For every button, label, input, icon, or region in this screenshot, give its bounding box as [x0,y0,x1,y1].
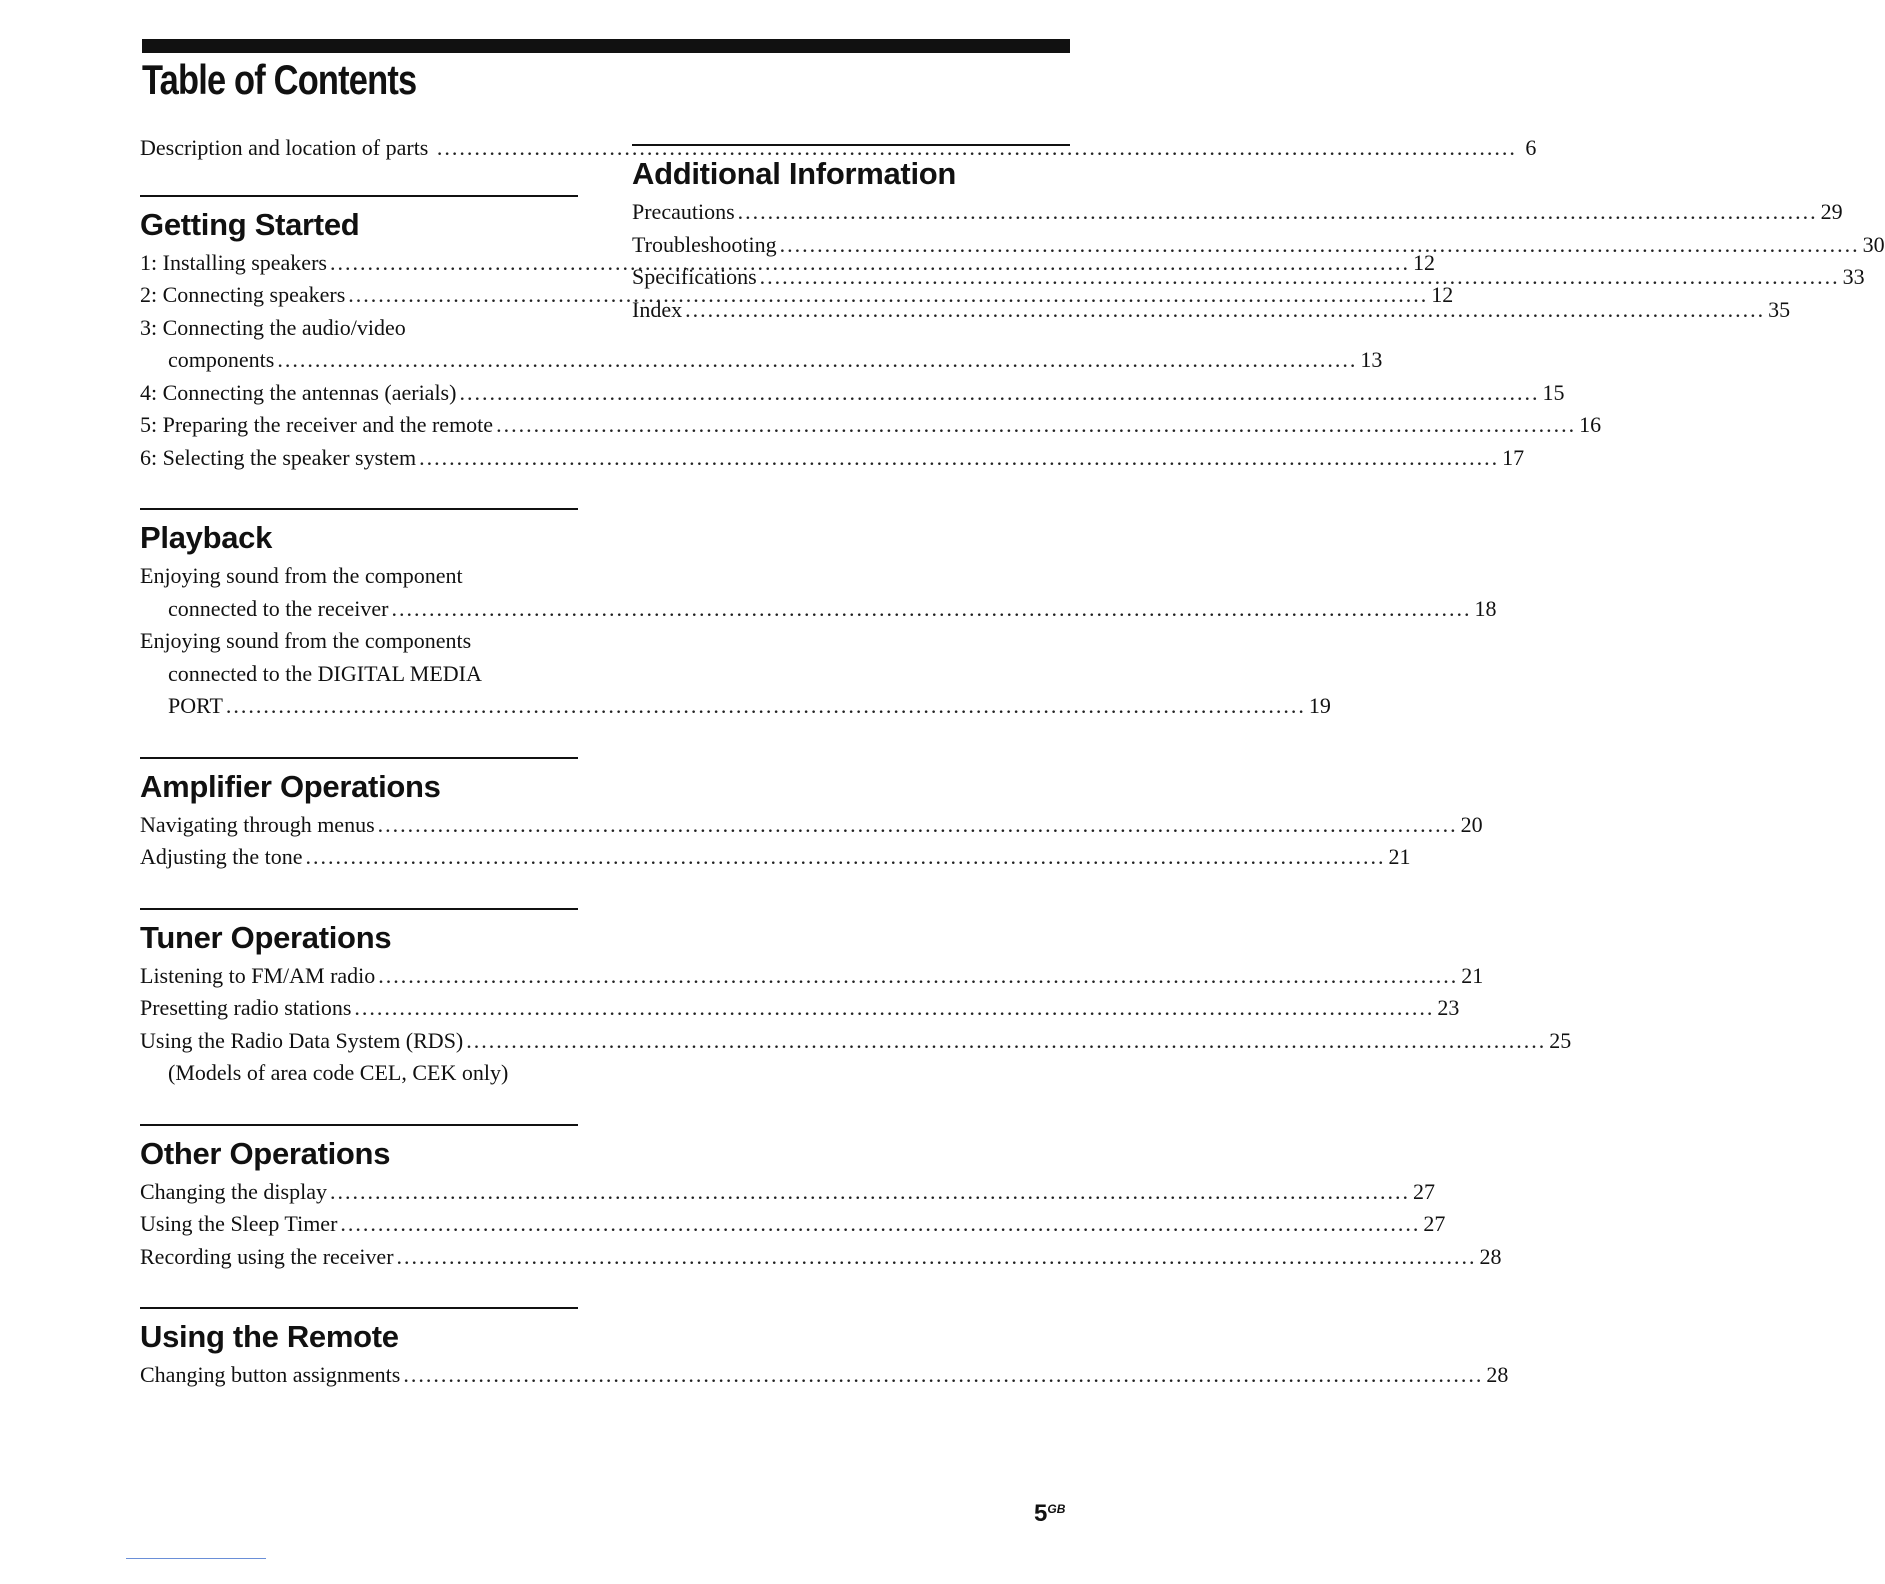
toc-entry-label: 4: Connecting the antennas (aerials) [140,379,457,405]
title-bar-rule [142,39,1070,53]
page-title: Table of Contents [142,56,417,103]
toc-entry-line: Enjoying sound from the component [140,563,463,588]
toc-entry[interactable] [140,560,1497,625]
toc-entry-leader-line [140,809,1483,842]
toc-entry-leader-line [140,690,1331,723]
toc-entry-page: 35 [1768,296,1791,322]
toc-entry-label: Changing button assignments [140,1362,401,1387]
toc-entry[interactable] [140,312,1383,377]
section-heading: Amplifier Operations [140,768,441,804]
toc-entry-page: 15 [1542,379,1565,405]
page-number-value: 5 [1034,1500,1048,1527]
bottom-rule [126,1558,266,1559]
toc-entry-label: 1: Installing speakers [140,249,327,275]
dot-leader [780,232,1860,257]
toc-entry-page: 27 [1412,1178,1435,1204]
toc-entry-note: (Models of area code CEL, CEK only) [168,1060,509,1085]
toc-entry-page: 30 [1862,231,1885,257]
toc-entry-page: 33 [1842,264,1865,289]
toc-entry-label: 2: Connecting speakers [140,282,346,307]
toc-entry-page: 25 [1549,1027,1572,1053]
toc-entry-leader-line [140,841,1411,874]
toc-entry-leader-line [140,377,1565,410]
toc-entry-page: 12 [1431,282,1454,307]
dot-leader [685,297,1765,322]
toc-entry-page: 23 [1437,995,1460,1020]
dot-leader [306,844,1386,869]
section-heading: Other Operations [140,1135,391,1171]
toc-entry-page: 21 [1461,962,1484,988]
toc-entry[interactable] [140,992,1460,1025]
toc-entry-label: components [168,347,275,372]
toc-entry-label: Using the Sleep Timer [140,1211,338,1236]
toc-entry-page: 28 [1479,1243,1502,1269]
toc-entry-page: 21 [1388,844,1411,869]
dot-leader [340,1211,1420,1236]
section-heading: Tuner Operations [140,919,392,955]
page-number [1034,1500,1065,1528]
dot-leader [391,596,1471,621]
toc-entry[interactable] [140,377,1565,410]
toc-entry[interactable] [140,132,1537,165]
toc-entry-leader-line [140,1025,1572,1058]
toc-entry[interactable] [140,841,1411,874]
toc-section [140,908,1572,1090]
toc-entry-leader-line [140,442,1525,475]
toc-entry-page: 13 [1360,347,1383,372]
section-heading: Playback [140,520,273,555]
toc-entry-page: 19 [1308,693,1331,718]
toc-entry-leader-line [140,1359,1509,1392]
toc-entry-page: 28 [1486,1362,1509,1387]
dot-leader [459,380,1539,405]
section-heading: Getting Started [140,206,360,242]
toc-entry-label: Changing the display [140,1178,327,1204]
toc-entry-label: Adjusting the tone [140,844,303,869]
toc-entry-page: 6 [1525,135,1537,160]
toc-entry-line: 3: Connecting the audio/video [140,314,406,340]
toc-entry-label: Troubleshooting [632,231,777,257]
toc-entry-label: Listening to FM/AM radio [140,962,376,988]
dot-leader [419,445,1499,470]
toc-entry[interactable] [140,1208,1446,1241]
toc-entry[interactable] [140,960,1484,993]
toc-entry-label: Precautions [632,199,735,224]
toc-entry-leader-line [140,1208,1446,1241]
toc-entry[interactable] [140,1025,1572,1090]
dot-leader [330,1179,1410,1204]
section-heading: Additional Information [632,156,957,191]
toc-entry-label: 5: Preparing the receiver and the remote [140,412,494,437]
dot-leader [378,812,1458,837]
toc-entry[interactable] [140,1241,1502,1274]
toc-entry-page: 29 [1820,199,1843,224]
toc-entry-leader-line [140,960,1484,993]
toc-entry-leader-line [140,344,1383,377]
toc-entry-label: Specifications [632,264,757,289]
toc-entry-leader-line [140,1176,1435,1209]
page-number-suffix: GB [1047,1502,1066,1516]
toc-entry-label: PORT [168,693,223,718]
toc-entry[interactable] [140,625,1331,723]
toc-section [140,1307,1509,1392]
toc-entry-label: Presetting radio stations [140,995,352,1020]
section-heading: Using the Remote [140,1319,399,1354]
toc-entry-label: 6: Selecting the speaker system [140,444,417,470]
dot-leader [738,199,1818,224]
toc-entry-leader-line [632,196,1843,229]
toc-entry-leader-line [140,1241,1502,1274]
toc-entry-page: 12 [1412,249,1435,275]
toc-entry-page: 18 [1474,595,1497,621]
dot-leader [397,1244,1477,1269]
toc-entry[interactable] [140,409,1602,442]
toc-entry-line: Enjoying sound from the components [140,628,472,653]
toc-entry-page: 20 [1460,811,1483,837]
toc-entry[interactable] [140,1359,1509,1392]
toc-entry-label: Index [632,296,683,322]
toc-entry[interactable] [140,1176,1435,1209]
toc-entry-page: 17 [1502,444,1525,470]
toc-entry-label: Recording using the receiver [140,1243,394,1269]
dot-leader [496,412,1576,437]
dot-leader [226,693,1306,718]
toc-entry-label: Navigating through menus [140,811,375,837]
intro-section [140,132,1537,165]
toc-entry[interactable] [140,809,1483,842]
toc-entry-label: Description and location of parts [140,135,429,160]
toc-entry-label: Using the Radio Data System (RDS) [140,1027,464,1053]
toc-entry-leader-line [140,409,1602,442]
dot-leader [378,963,1458,988]
toc-entry-leader-line [140,593,1497,626]
dot-leader [760,264,1840,289]
toc-entry-leader-line [140,992,1460,1025]
toc-entry[interactable] [140,442,1525,475]
toc-section [140,757,1483,874]
toc-entry[interactable] [632,196,1843,229]
dot-leader [354,995,1434,1020]
dot-leader [466,1028,1546,1053]
toc-section [140,1124,1502,1274]
toc-entry-page: 27 [1423,1211,1446,1236]
toc-entry-line: connected to the DIGITAL MEDIA [168,660,482,686]
toc-entry-page: 16 [1579,412,1602,437]
toc-section [140,508,1497,723]
toc-entry-label: connected to the receiver [168,595,389,621]
dot-leader [403,1362,1483,1387]
